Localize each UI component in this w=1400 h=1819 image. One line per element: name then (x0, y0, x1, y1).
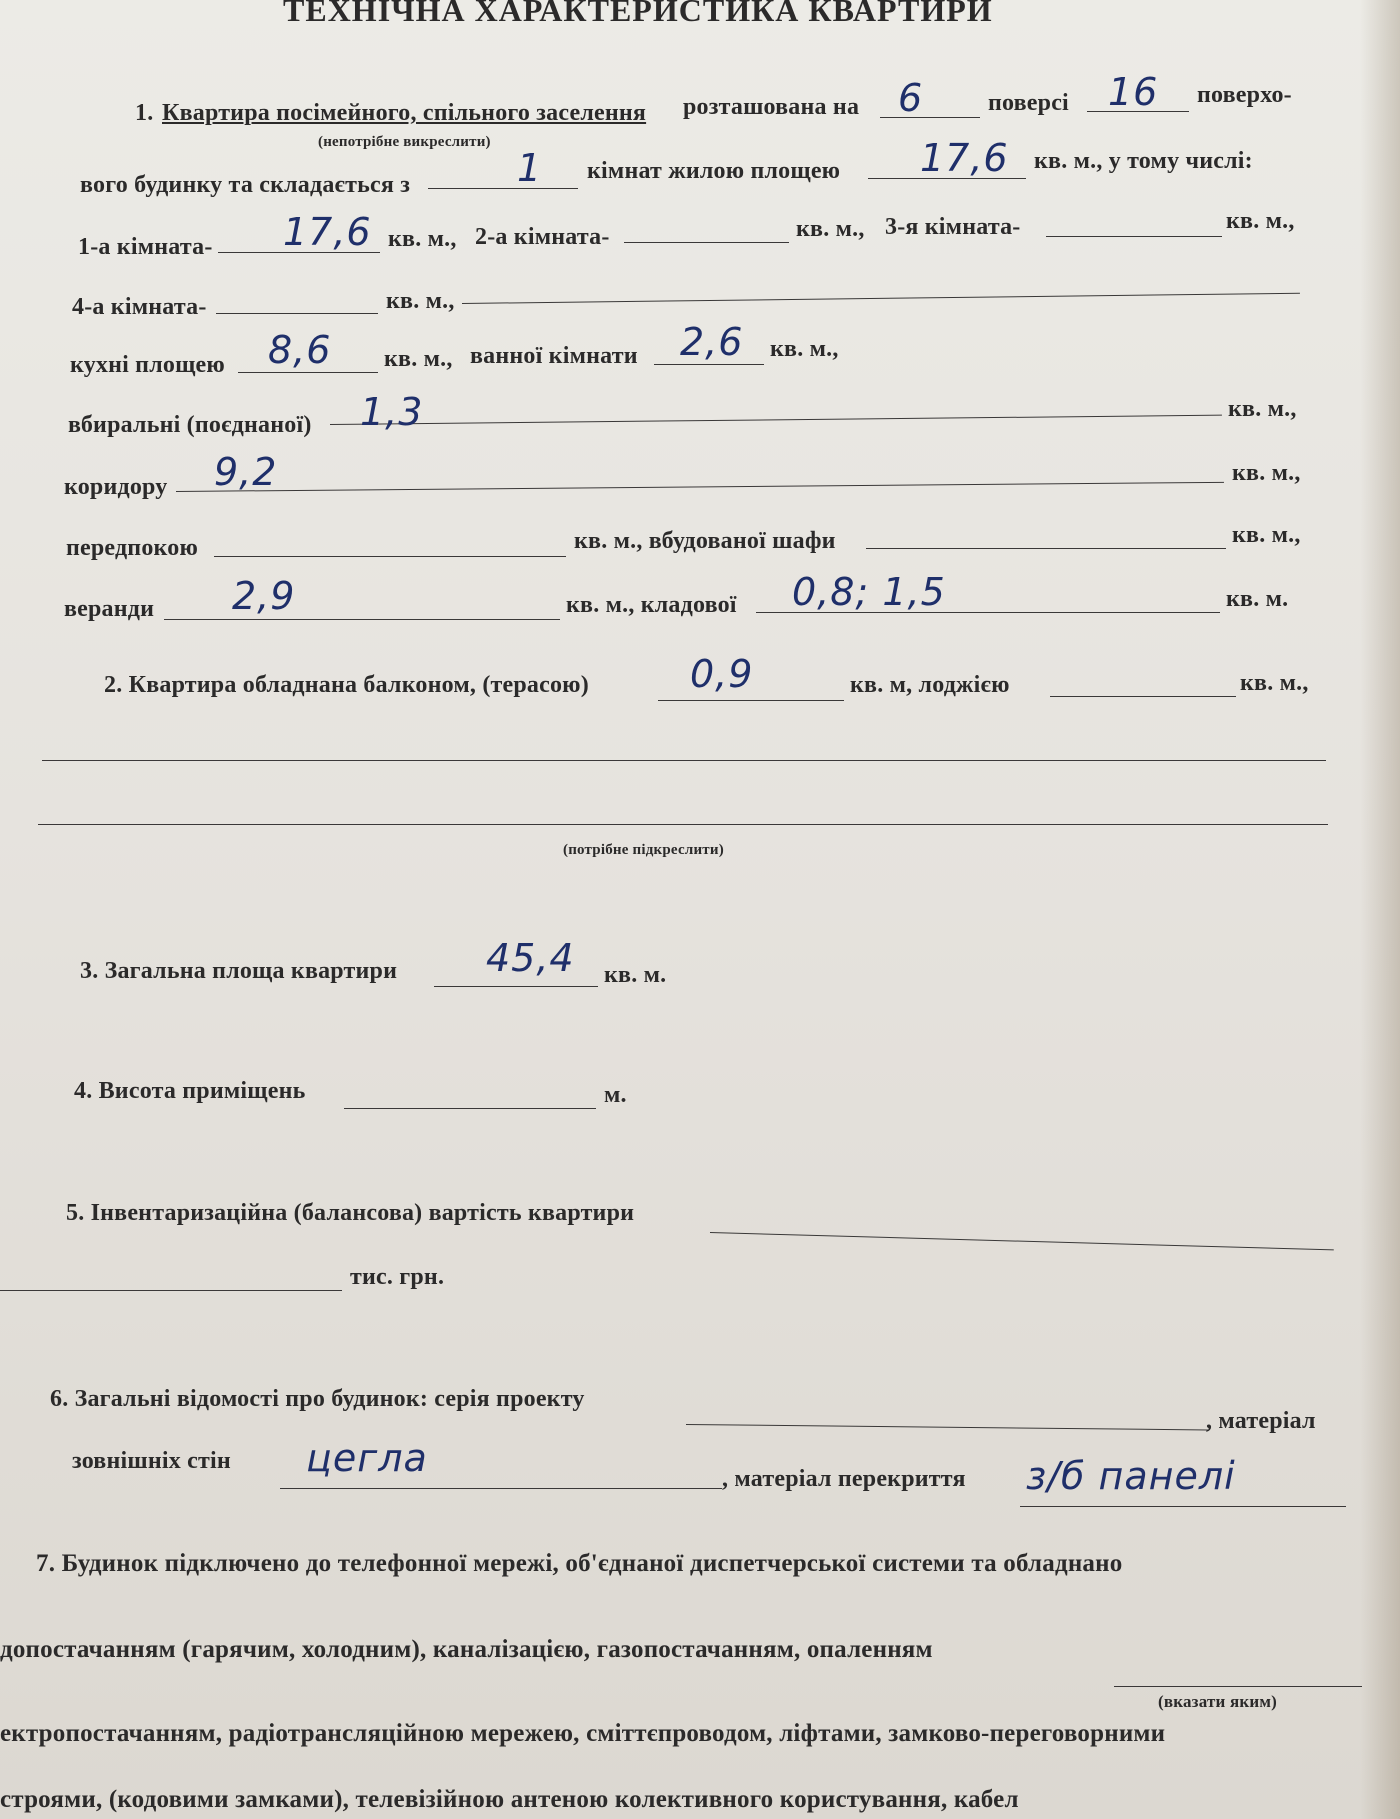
room3-unit: кв. м., (1226, 208, 1295, 234)
s6-series-label: 6. Загальні відомості про будинок: серія проекту (50, 1386, 585, 1412)
balcony-value: 0,9 (690, 652, 754, 696)
s4-unit: м. (604, 1082, 627, 1108)
room1-unit: кв. м., (388, 226, 457, 252)
floor-label: поверсі (988, 90, 1069, 116)
walls-value: цегла (306, 1436, 428, 1480)
series-field-line (686, 1424, 1208, 1430)
corridor-field-line (176, 482, 1224, 492)
hall-label: передпокою (66, 535, 198, 561)
ceiling-material-label: , матеріал перекриття (722, 1466, 966, 1492)
ceiling-material-value: з/б панелі (1026, 1454, 1236, 1498)
toilet-label: вбиральні (поєднаної) (68, 412, 312, 438)
balcony-field-line (658, 700, 844, 701)
toilet-unit: кв. м., (1228, 396, 1297, 422)
room4-field-line (216, 313, 378, 314)
room1-value: 17,6 (283, 210, 372, 254)
walls-field-line (280, 1488, 722, 1489)
loggia-field-line (1050, 696, 1236, 697)
s2-balcony-label: 2. Квартира обладнана балконом, (терасою) (104, 672, 589, 698)
room4-unit: кв. м., (386, 288, 455, 314)
total-area-value: 45,4 (486, 936, 575, 980)
s1-number: 1. (135, 100, 154, 126)
total-area-field-line (434, 986, 598, 987)
kitchen-value: 8,6 (268, 328, 332, 372)
s2-blank-line-1 (42, 760, 1326, 761)
value-field-line-2 (0, 1290, 342, 1291)
extra-field-line (462, 293, 1300, 304)
toilet-field-line (330, 415, 1222, 425)
s3-unit: кв. м. (604, 962, 667, 988)
veranda-label: веранди (64, 596, 155, 622)
floor-field-line (880, 117, 980, 118)
s7-line-4: строями, (кодовими замками), телевізійною антеною колективного користування, кабел (0, 1786, 1019, 1813)
hall-unit: кв. м., вбудованої шафи (574, 528, 836, 554)
pantry-unit: кв. м. (1226, 586, 1289, 612)
s7-line-2: допостачанням (гарячим, холодним), каналізацією, газопостачанням, опаленням (0, 1636, 933, 1663)
s5-value-label: 5. Інвентаризаційна (балансова) вартість квартири (66, 1200, 635, 1226)
rooms-intro-label: вого будинку та складається з (80, 172, 411, 198)
s6-material-label: , матеріал (1206, 1408, 1316, 1434)
s1-strike-note: (непотрібне викреслити) (318, 134, 491, 150)
floors-total-label: поверхо- (1197, 82, 1292, 108)
living-area-label: кімнат жилою площею (587, 158, 841, 184)
veranda-value: 2,9 (232, 574, 296, 618)
closet-field-line (866, 548, 1226, 549)
s2-loggia-label: кв. м, лоджією (850, 672, 1010, 698)
s7-note: (вказати яким) (1158, 1692, 1277, 1711)
veranda-unit: кв. м., кладової (566, 592, 737, 618)
veranda-field-line (164, 619, 560, 620)
room2-unit: кв. м., (796, 216, 865, 242)
room2-label: 2-а кімната- (475, 224, 610, 250)
rooms-field-line (428, 188, 578, 189)
s4-height-label: 4. Висота приміщень (74, 1078, 306, 1104)
closet-unit: кв. м., (1232, 522, 1301, 548)
s7-line-1: 7. Будинок підключено до телефонної мережі, об'єднаної диспетчерської системи та обладнано (36, 1550, 1123, 1577)
hall-field-line (214, 556, 566, 557)
s5-unit: тис. грн. (350, 1264, 445, 1290)
s1-located-label: розташована на (683, 94, 860, 120)
living-area-unit: кв. м., у тому числі: (1034, 148, 1253, 174)
bath-label: ванної кімнати (470, 343, 638, 369)
bath-value: 2,6 (680, 320, 744, 364)
room3-field-line (1046, 236, 1222, 237)
heating-field-line (1114, 1686, 1362, 1687)
s3-total-area-label: 3. Загальна площа квартири (80, 958, 398, 984)
loggia-unit: кв. м., (1240, 670, 1309, 696)
s7-line-3: ектропостачанням, радіотрансляційною мережею, сміттєпроводом, ліфтами, замково-переговорними (0, 1720, 1166, 1747)
corridor-unit: кв. м., (1232, 460, 1301, 486)
s2-blank-line-2 (38, 824, 1328, 825)
page-edge-shadow (1360, 0, 1400, 1819)
bath-unit: кв. м., (770, 336, 839, 362)
room1-label: 1-а кімната- (78, 234, 213, 260)
pantry-value: 0,8; 1,5 (792, 570, 946, 614)
room4-label: 4-а кімната- (72, 294, 207, 320)
ceiling-material-field-line (1020, 1506, 1346, 1507)
kitchen-field-line (238, 372, 378, 373)
rooms-value: 1 (517, 146, 543, 190)
s1-apartment-type: Квартира посімейного, спільного заселення (162, 100, 647, 126)
corridor-label: коридору (64, 474, 168, 500)
value-field-line-1 (710, 1232, 1334, 1250)
floor-value: 6 (898, 76, 924, 120)
document-title: ТЕХНІЧНА ХАРАКТЕРИСТИКА КВАРТИРИ (283, 0, 993, 28)
toilet-value: 1,3 (360, 390, 424, 434)
kitchen-label: кухні площею (70, 352, 225, 378)
s2-underline-note: (потрібне підкреслити) (563, 842, 724, 858)
room2-field-line (624, 242, 789, 243)
walls-label: зовнішніх стін (72, 1448, 231, 1474)
corridor-value: 9,2 (214, 450, 278, 494)
room3-label: 3-я кімната- (885, 214, 1021, 240)
floors-total-value: 16 (1108, 70, 1159, 114)
kitchen-unit: кв. м., (384, 346, 453, 372)
bath-field-line (654, 364, 764, 365)
living-area-value: 17,6 (920, 136, 1009, 180)
height-field-line (344, 1108, 596, 1109)
